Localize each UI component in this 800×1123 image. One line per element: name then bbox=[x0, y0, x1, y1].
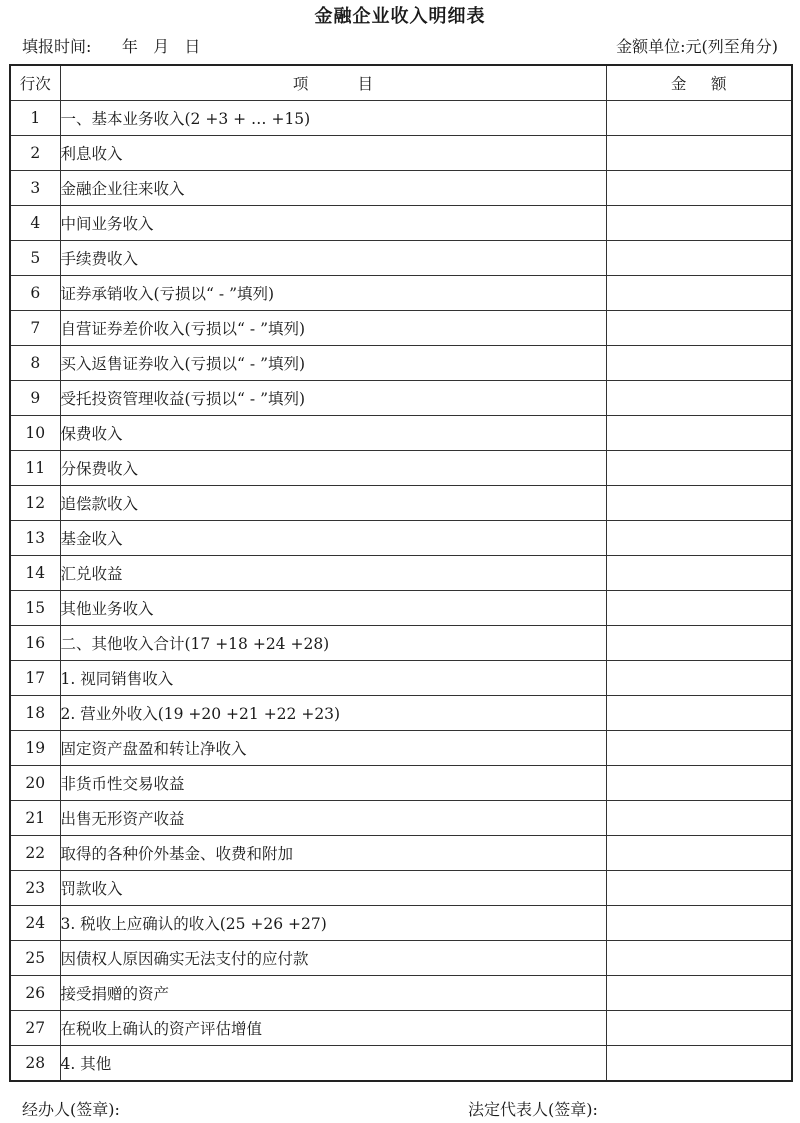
amount-cell[interactable] bbox=[606, 1011, 792, 1046]
row-item-label: 接受捐赠的资产 bbox=[60, 976, 606, 1011]
row-item-label: 因债权人原因确实无法支付的应付款 bbox=[60, 941, 606, 976]
table-row bbox=[10, 766, 792, 801]
row-number: 22 bbox=[10, 836, 60, 871]
table-row bbox=[10, 136, 792, 171]
row-item-label: 2. 营业外收入(19 +20 +21 +22 +23) bbox=[60, 696, 606, 731]
row-number: 18 bbox=[10, 696, 60, 731]
row-item-label: 其他业务收入 bbox=[60, 591, 606, 626]
row-number: 2 bbox=[10, 136, 60, 171]
legal-rep-signature: 法定代表人(签章): bbox=[468, 1100, 598, 1119]
row-number: 4 bbox=[10, 206, 60, 241]
table-row bbox=[10, 591, 792, 626]
amount-cell[interactable] bbox=[606, 871, 792, 906]
amount-cell[interactable] bbox=[606, 556, 792, 591]
row-item-label: 追偿款收入 bbox=[60, 486, 606, 521]
amount-cell[interactable] bbox=[606, 626, 792, 661]
row-item-label: 1. 视同销售收入 bbox=[60, 661, 606, 696]
row-number: 28 bbox=[10, 1046, 60, 1082]
row-number: 20 bbox=[10, 766, 60, 801]
row-number: 17 bbox=[10, 661, 60, 696]
amount-cell[interactable] bbox=[606, 136, 792, 171]
row-number: 1 bbox=[10, 101, 60, 136]
header-amount: 金 额 bbox=[606, 65, 792, 101]
amount-cell[interactable] bbox=[606, 521, 792, 556]
row-number: 21 bbox=[10, 801, 60, 836]
income-detail-table bbox=[9, 64, 793, 1082]
table-row bbox=[10, 871, 792, 906]
table-row bbox=[10, 1046, 792, 1082]
row-number: 19 bbox=[10, 731, 60, 766]
table-row bbox=[10, 731, 792, 766]
row-number: 24 bbox=[10, 906, 60, 941]
row-number: 9 bbox=[10, 381, 60, 416]
amount-cell[interactable] bbox=[606, 976, 792, 1011]
row-item-label: 金融企业往来收入 bbox=[60, 171, 606, 206]
amount-cell[interactable] bbox=[606, 661, 792, 696]
amount-cell[interactable] bbox=[606, 381, 792, 416]
amount-cell[interactable] bbox=[606, 1046, 792, 1082]
row-item-label: 4. 其他 bbox=[60, 1046, 606, 1082]
table-row bbox=[10, 346, 792, 381]
table-row bbox=[10, 696, 792, 731]
row-item-label: 一、基本业务收入(2 +3 + … +15) bbox=[60, 101, 606, 136]
table-row bbox=[10, 241, 792, 276]
row-item-label: 取得的各种价外基金、收费和附加 bbox=[60, 836, 606, 871]
table-row bbox=[10, 941, 792, 976]
row-item-label: 固定资产盘盈和转让净收入 bbox=[60, 731, 606, 766]
row-number: 10 bbox=[10, 416, 60, 451]
row-number: 25 bbox=[10, 941, 60, 976]
row-number: 3 bbox=[10, 171, 60, 206]
row-number: 13 bbox=[10, 521, 60, 556]
row-item-label: 出售无形资产收益 bbox=[60, 801, 606, 836]
amount-cell[interactable] bbox=[606, 276, 792, 311]
amount-cell[interactable] bbox=[606, 941, 792, 976]
row-item-label: 基金收入 bbox=[60, 521, 606, 556]
table-row bbox=[10, 976, 792, 1011]
row-item-label: 手续费收入 bbox=[60, 241, 606, 276]
row-item-label: 证券承销收入(亏损以“ - ”填列) bbox=[60, 276, 606, 311]
table-row bbox=[10, 556, 792, 591]
row-item-label: 受托投资管理收益(亏损以“ - ”填列) bbox=[60, 381, 606, 416]
row-number: 7 bbox=[10, 311, 60, 346]
row-item-label: 二、其他收入合计(17 +18 +24 +28) bbox=[60, 626, 606, 661]
table-row bbox=[10, 206, 792, 241]
table-row bbox=[10, 626, 792, 661]
row-item-label: 保费收入 bbox=[60, 416, 606, 451]
row-number: 5 bbox=[10, 241, 60, 276]
row-item-label: 罚款收入 bbox=[60, 871, 606, 906]
amount-cell[interactable] bbox=[606, 486, 792, 521]
table-header-row bbox=[10, 65, 792, 101]
amount-cell[interactable] bbox=[606, 766, 792, 801]
table-row bbox=[10, 906, 792, 941]
amount-cell[interactable] bbox=[606, 311, 792, 346]
row-item-label: 分保费收入 bbox=[60, 451, 606, 486]
amount-cell[interactable] bbox=[606, 906, 792, 941]
fill-time: 填报时间: 年 月 日 bbox=[22, 37, 201, 56]
table-row bbox=[10, 381, 792, 416]
amount-cell[interactable] bbox=[606, 171, 792, 206]
row-number: 15 bbox=[10, 591, 60, 626]
row-number: 8 bbox=[10, 346, 60, 381]
table-row bbox=[10, 1011, 792, 1046]
table-row bbox=[10, 836, 792, 871]
row-number: 14 bbox=[10, 556, 60, 591]
amount-cell[interactable] bbox=[606, 836, 792, 871]
row-number: 12 bbox=[10, 486, 60, 521]
handler-signature: 经办人(签章): bbox=[22, 1100, 120, 1119]
amount-cell[interactable] bbox=[606, 346, 792, 381]
table-row bbox=[10, 101, 792, 136]
amount-unit: 金额单位:元(列至角分) bbox=[616, 37, 778, 56]
header-row-no: 行次 bbox=[10, 65, 60, 101]
table-row bbox=[10, 661, 792, 696]
row-item-label: 汇兑收益 bbox=[60, 556, 606, 591]
table-row bbox=[10, 486, 792, 521]
amount-cell[interactable] bbox=[606, 591, 792, 626]
row-item-label: 3. 税收上应确认的收入(25 +26 +27) bbox=[60, 906, 606, 941]
table-row bbox=[10, 311, 792, 346]
table-body bbox=[10, 101, 792, 1082]
row-number: 11 bbox=[10, 451, 60, 486]
row-item-label: 非货币性交易收益 bbox=[60, 766, 606, 801]
row-number: 23 bbox=[10, 871, 60, 906]
row-number: 26 bbox=[10, 976, 60, 1011]
row-item-label: 在税收上确认的资产评估增值 bbox=[60, 1011, 606, 1046]
form-title: 金融企业收入明细表 bbox=[314, 6, 486, 27]
row-item-label: 买入返售证券收入(亏损以“ - ”填列) bbox=[60, 346, 606, 381]
table-row bbox=[10, 521, 792, 556]
row-item-label: 自营证券差价收入(亏损以“ - ”填列) bbox=[60, 311, 606, 346]
table-row bbox=[10, 451, 792, 486]
header-item: 项 目 bbox=[60, 65, 606, 101]
amount-cell[interactable] bbox=[606, 696, 792, 731]
row-number: 27 bbox=[10, 1011, 60, 1046]
table-row bbox=[10, 171, 792, 206]
row-number: 16 bbox=[10, 626, 60, 661]
row-item-label: 中间业务收入 bbox=[60, 206, 606, 241]
amount-cell[interactable] bbox=[606, 451, 792, 486]
row-item-label: 利息收入 bbox=[60, 136, 606, 171]
amount-cell[interactable] bbox=[606, 206, 792, 241]
table-row bbox=[10, 416, 792, 451]
table-row bbox=[10, 276, 792, 311]
amount-cell[interactable] bbox=[606, 416, 792, 451]
amount-cell[interactable] bbox=[606, 241, 792, 276]
row-number: 6 bbox=[10, 276, 60, 311]
amount-cell[interactable] bbox=[606, 101, 792, 136]
amount-cell[interactable] bbox=[606, 731, 792, 766]
table-row bbox=[10, 801, 792, 836]
amount-cell[interactable] bbox=[606, 801, 792, 836]
